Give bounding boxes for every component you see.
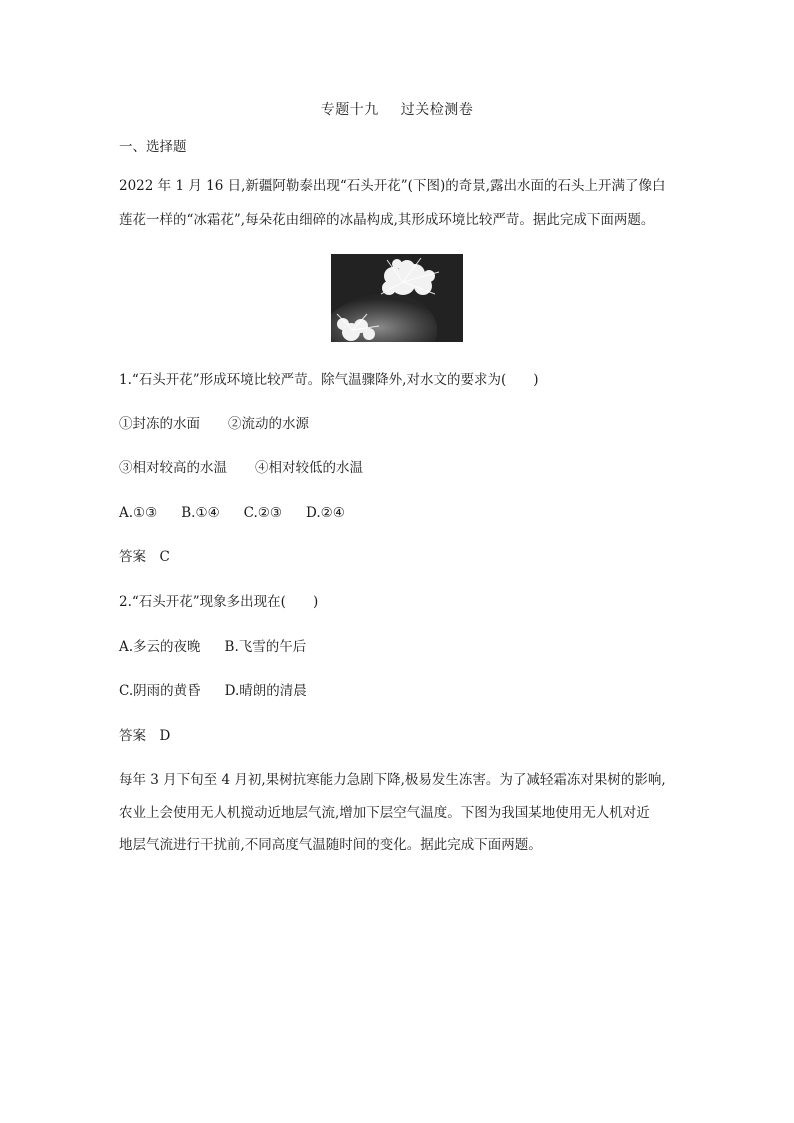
q1-item-1: ①封冻的水面 [119,416,200,432]
intro2-line3: 地层气流进行干扰前,不同高度气温随时间的变化。据此完成下面两题。 [119,837,542,853]
q1-options [119,503,345,523]
q1-stem: 1.“石头开花”形成环境比较严苛。除气温骤降外,对水文的要求为( ) [119,372,539,388]
intro2-line2: 农业上会使用无人机搅动近地层气流,增加下层空气温度。下图为我国某地使用无人机对近 [119,805,650,821]
q1-items-row1 [119,414,309,434]
q1-item-4: ④相对较低的水温 [255,460,363,476]
section-heading: 一、选择题 [119,139,187,155]
q2-option-c: C.阴雨的黄昏 [119,683,201,699]
q2-options-row1 [119,637,306,657]
q2-option-a: A.多云的夜晚 [119,639,201,655]
q1-item-2: ②流动的水源 [228,416,309,432]
q1-option-c: C.②③ [243,505,283,521]
frost-flower-photo [331,254,463,342]
q1-option-d: D.②④ [306,505,345,521]
title-main: 专题十九 [320,102,379,118]
q1-answer: 答案 C [119,549,170,565]
intro1-line2: 莲花一样的“冰霜花”,每朵花由细碎的冰晶构成,其形成环境比较严苛。据此完成下面两题。 [119,212,655,228]
q2-answer: 答案 D [119,728,171,744]
q1-option-a: A.①③ [119,505,158,521]
intro1-line1: 2022 年 1 月 16 日,新疆阿勒泰出现“石头开花”(下图)的奇景,露出水面的石头上开满了像白 [119,178,666,194]
q1-option-b: B.①④ [181,505,220,521]
q2-options-row2 [119,681,307,701]
q2-stem: 2.“石头开花”现象多出现在( ) [119,594,319,610]
intro2-line1: 每年 3 月下旬至 4 月初,果树抗寒能力急剧下降,极易发生冻害。为了减轻霜冻对果树的影响, [119,772,666,788]
title-sub: 过关检测卷 [400,102,474,118]
q2-option-b: B.飞雪的午后 [224,639,307,655]
q1-items-row2 [119,458,363,478]
q2-option-d: D.晴朗的清晨 [224,683,307,699]
q1-item-3: ③相对较高的水温 [119,460,227,476]
page-title [0,99,794,119]
